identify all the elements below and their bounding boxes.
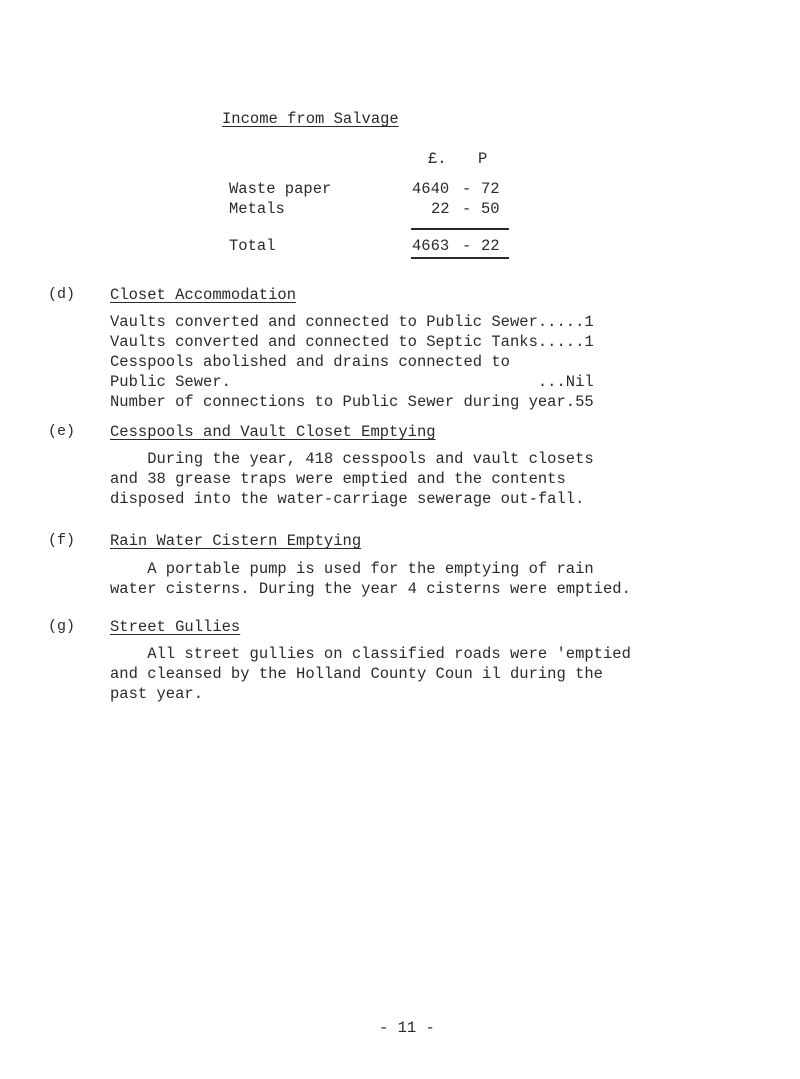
section-line: water cisterns. During the year 4 cisterns were emptied.: [110, 580, 631, 598]
salvage-row-pounds: 22: [431, 200, 450, 218]
section-line: A portable pump is used for the emptying of rain: [110, 560, 594, 578]
salvage-row-pounds: 4640: [412, 180, 450, 198]
page-number: - 11 -: [379, 1019, 435, 1037]
section-line: and cleansed by the Holland County Coun il during the: [110, 665, 603, 683]
pence-column-header: P: [478, 150, 488, 168]
section-line: and 38 grease traps were emptied and the contents: [110, 470, 566, 488]
salvage-row-dash: -: [462, 200, 472, 218]
pound-column-header: £.: [428, 150, 447, 168]
section-label-g: (g): [48, 618, 76, 635]
section-line: Public Sewer. ...Nil: [110, 373, 594, 391]
section-line: past year.: [110, 685, 204, 703]
salvage-row-label: Waste paper: [229, 180, 332, 198]
section-heading-d: Closet Accommodation: [110, 286, 297, 304]
section-label-d: (d): [48, 286, 76, 303]
section-heading-g: Street Gullies: [110, 618, 241, 636]
section-heading-f: Rain Water Cistern Emptying: [110, 532, 362, 550]
salvage-row-dash: -: [462, 180, 472, 198]
section-label-f: (f): [48, 532, 76, 549]
total-rule-top: [411, 228, 509, 230]
section-line: Number of connections to Public Sewer during year.55: [110, 393, 594, 411]
section-line: During the year, 418 cesspools and vault closets: [110, 450, 594, 468]
section-line: All street gullies on classified roads were 'emptied: [110, 645, 631, 663]
section-label-e: (e): [48, 423, 76, 440]
section-line: Vaults converted and connected to Septic Tanks.....1: [110, 333, 594, 351]
section-line: disposed into the water-carriage sewerage out-fall.: [110, 490, 585, 508]
section-heading-e: Cesspools and Vault Closet Emptying: [110, 423, 436, 441]
salvage-row-pence: 72: [481, 180, 500, 198]
salvage-total-pence: 22: [481, 237, 500, 255]
salvage-row-label: Metals: [229, 200, 285, 218]
salvage-row-pence: 50: [481, 200, 500, 218]
section-line: Vaults converted and connected to Public Sewer.....1: [110, 313, 594, 331]
section-line: Cesspools abolished and drains connected to: [110, 353, 510, 371]
salvage-total-label: Total: [229, 237, 276, 255]
total-rule-bottom: [411, 257, 509, 259]
salvage-total-pounds: 4663: [412, 237, 450, 255]
salvage-total-dash: -: [462, 237, 472, 255]
salvage-title: Income from Salvage: [222, 110, 399, 128]
